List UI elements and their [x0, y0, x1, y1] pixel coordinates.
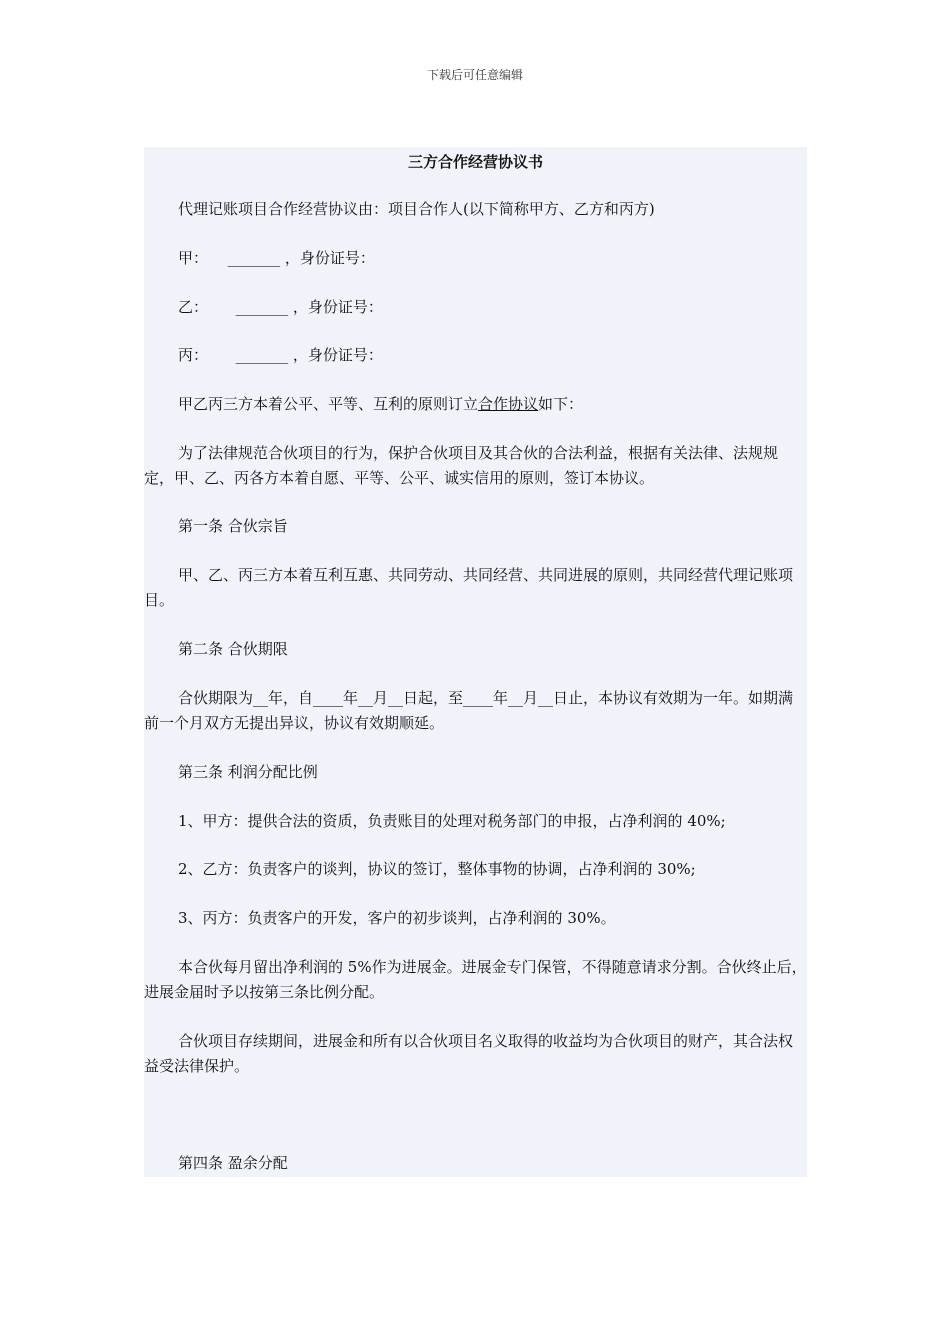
name-blank: _______	[235, 298, 289, 316]
article-1-body: 甲、乙、丙三方本着互利互惠、共同劳动、共同经营、共同进展的原则，共同经营代理记账项目。	[144, 566, 794, 609]
id-label: ，身份证号：	[292, 298, 383, 316]
party-bing	[178, 343, 383, 368]
principle-paragraph	[144, 392, 807, 417]
article-2-heading: 第二条 合伙期限	[178, 640, 288, 658]
article-3-item: 3、丙方：负责客户的开发，客户的初步谈判，占净利润的 30%。	[178, 909, 616, 927]
article-2-body: 合伙期限为__年，自____年__月__日起，至____年__月__日止，本协议有效期为一年。如期满前一个月双方无提出异议，协议有效期顺延。	[144, 689, 794, 732]
id-label: ，身份证号：	[284, 249, 375, 267]
party-jia	[178, 246, 375, 271]
id-label: ，身份证号：	[292, 346, 383, 364]
principle-end: 如下：	[538, 395, 584, 413]
party-label: 乙：	[178, 298, 209, 316]
agreement-link[interactable]: 合作协议	[478, 395, 539, 413]
development-fund-paragraph: 本合伙每月留出净利润的 5%作为进展金。进展金专门保管，不得随意请求分割。合伙终止后，进展金届时予以按第三条比例分配。	[144, 958, 807, 1001]
principle-text: 甲乙丙三方本着公平、平等、互利的原则订立	[178, 395, 479, 413]
property-paragraph: 合伙项目存续期间，进展金和所有以合伙项目名义取得的收益均为合伙项目的财产，其合法权益受法律保护。	[144, 1032, 794, 1075]
preamble-paragraph: 为了法律规范合伙项目的行为，保护合伙项目及其合伙的合法利益，根据有关法律、法规规定，甲、乙、丙各方本着自愿、平等、公平、诚实信用的原则，签订本协议。	[144, 444, 779, 487]
article-3-item: 2、乙方：负责客户的谈判，协议的签订，整体事物的协调，占净利润的 30%;	[178, 860, 696, 878]
name-blank: _______	[227, 249, 281, 267]
document-title: 三方合作经营协议书	[407, 153, 543, 171]
article-3-item: 1、甲方：提供合法的资质，负责账目的处理对税务部门的申报，占净利润的 40%;	[178, 812, 726, 830]
party-yi	[178, 295, 383, 320]
intro-paragraph: 代理记账项目合作经营协议由：项目合作人(以下简称甲方、乙方和丙方)	[178, 200, 655, 218]
article-3-heading: 第三条 利润分配比例	[178, 763, 318, 781]
header-note: 下载后可任意编辑	[426, 68, 523, 82]
name-blank: _______	[235, 346, 289, 364]
article-1-heading: 第一条 合伙宗旨	[178, 517, 288, 535]
article-4-heading: 第四条 盈余分配	[178, 1154, 288, 1172]
party-label: 甲：	[178, 249, 209, 267]
party-label: 丙：	[178, 346, 209, 364]
